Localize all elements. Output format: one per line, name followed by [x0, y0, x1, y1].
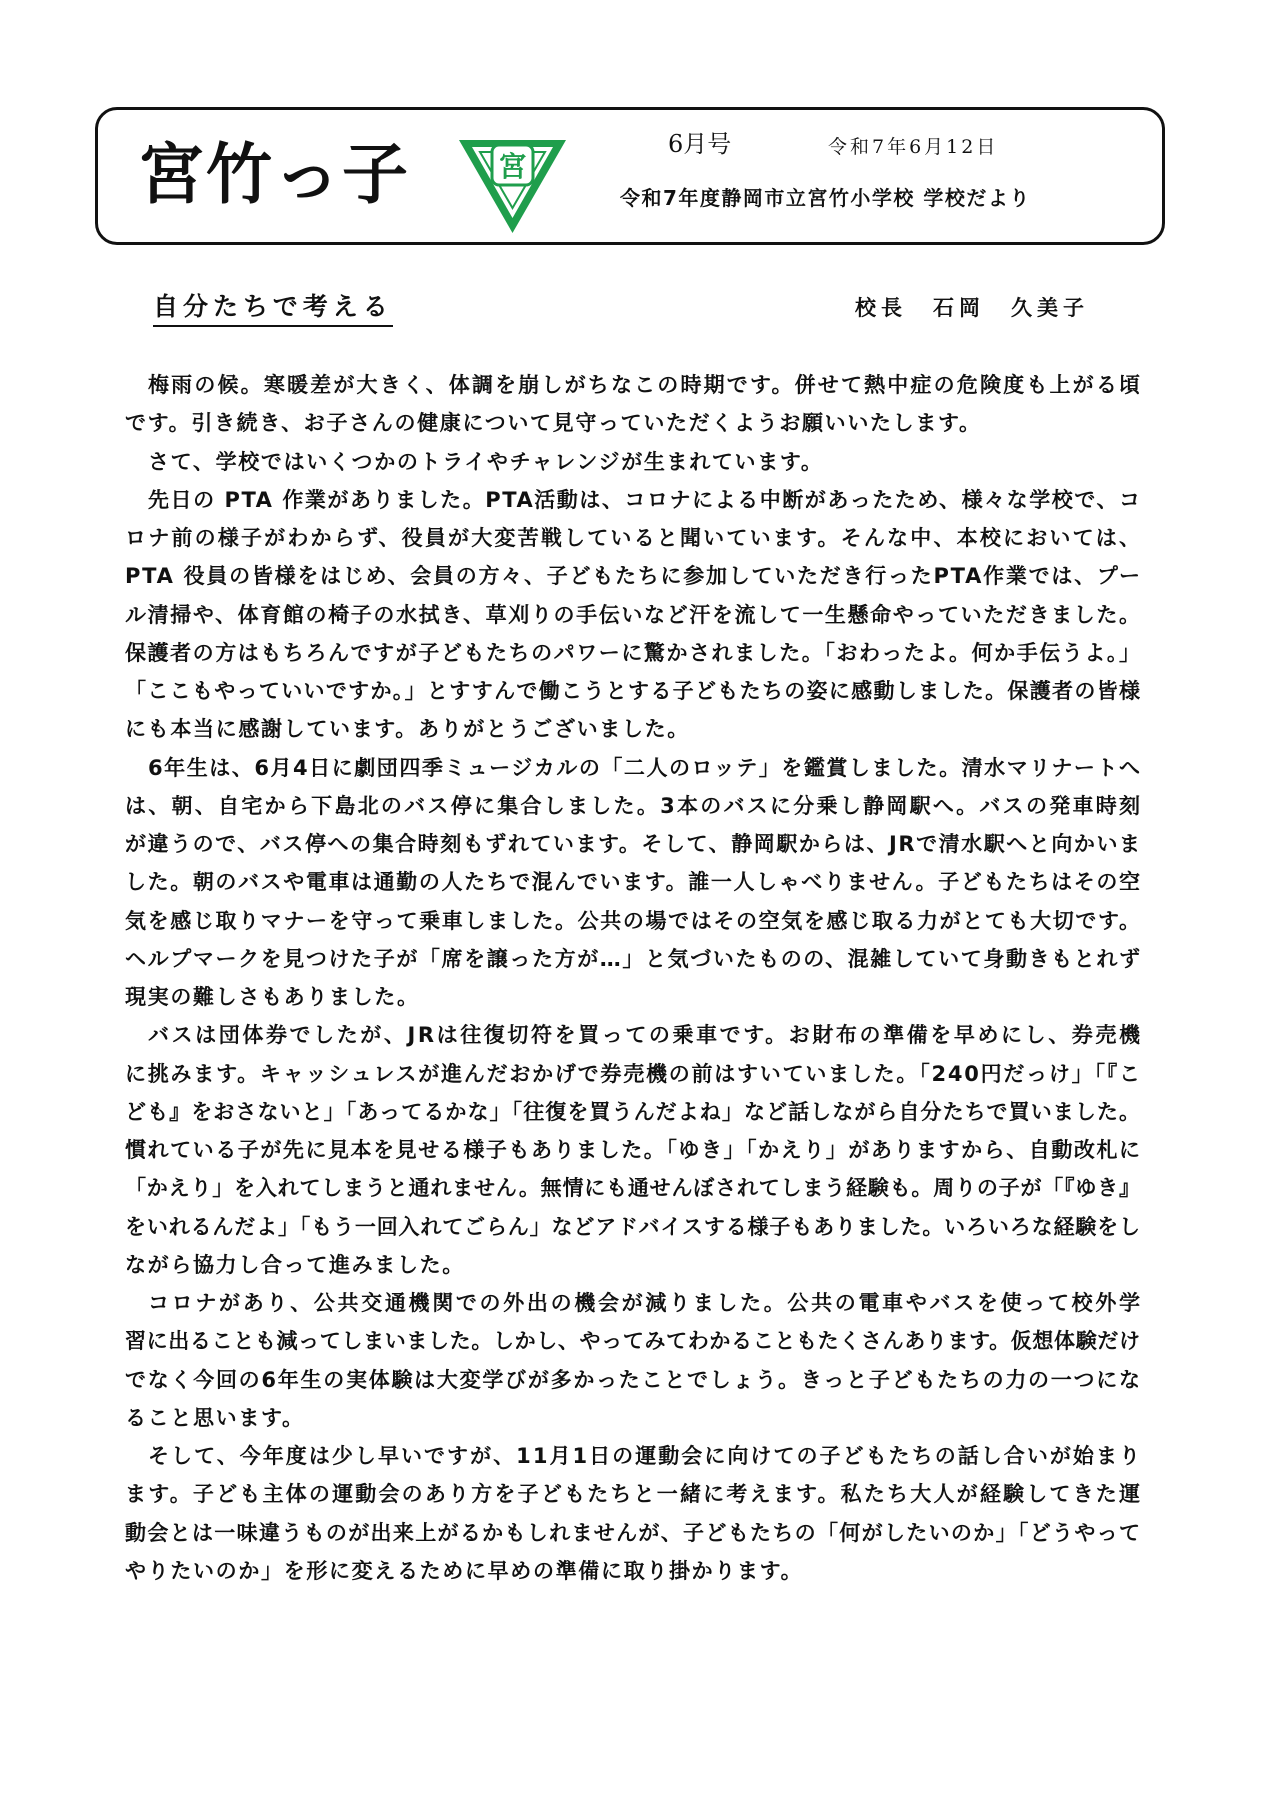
body-line: [125, 1169, 1140, 1207]
body-line-text: ロナ前の様子がわからず、役員が大変苦戦していると聞いています。そんな中、本校においては、: [125, 526, 1143, 550]
issue-date: 令和7年6月12日: [828, 136, 999, 158]
issue-label: 6月号: [668, 130, 732, 158]
body-line-text: 「かえり」を入れてしまうと通れません。無情にも通せんぼされてしまう経験も。周りの子が「『ゆき』: [125, 1176, 1141, 1201]
body-line: [125, 710, 1140, 748]
body-line: [125, 481, 1140, 519]
paragraph: [125, 1437, 1143, 1590]
body-line-text: 習に出ることも減ってしまいました。しかし、やってみてわかることもたくさんあります。仮想体験だけ: [125, 1329, 1141, 1354]
paragraph: [125, 443, 1140, 481]
body-line-text: をいれるんだよ」「もう一回入れてごらん」などアドバイスする様子もありました。いろいろな経験をし: [125, 1214, 1141, 1239]
body-line: [125, 940, 1140, 978]
body-line-text: 保護者の方はもちろんですが子どもたちのパワーに驚かされました。「おわったよ。何か手伝うよ。」: [125, 640, 1142, 665]
body-line: [125, 1093, 1140, 1131]
body-line: [125, 863, 1140, 901]
body-line: [125, 1131, 1140, 1169]
body-line-text: 動会とは一味違うものが出来上がるかもしれませんが、子どもたちの「何がしたいのか」「どうやって: [125, 1520, 1142, 1545]
body-line: [125, 787, 1143, 825]
body-line: [125, 596, 1140, 634]
body-line-text: は、朝、自宅から下島北のバス停に集合しました。3本のバスに分乗し静岡駅へ。バスの発車時刻: [125, 793, 1143, 818]
body-line-text: 「ここもやっていいですか。」とすすんで働こうとする子どもたちの姿に感動しました。保護者の皆様: [125, 679, 1142, 703]
body-line: [125, 519, 1143, 557]
body-line-text: コロナがあり、公共交通機関での外出の機会が減りました。公共の電車やバスを使って校外学: [148, 1291, 1143, 1315]
body-line-text: でなく今回の6年生の実体験は大変学びが多かったことでしょう。きっと子どもたちの力の一つにな: [125, 1367, 1142, 1392]
newsletter-title: 宮竹っ子: [138, 136, 410, 213]
body-line-text: 先日の PTA 作業がありました。PTA活動は、コロナによる中断があったため、様々な学校で、コ: [148, 487, 1142, 512]
body-line-text: ます。子ども主体の運動会のあり方を子どもたちと一緒に考えます。私たち大人が経験してきた運: [125, 1482, 1143, 1507]
body-line: [125, 1284, 1143, 1322]
body-line: [125, 978, 1140, 1016]
article-body: [125, 366, 1143, 1590]
body-line: [125, 1361, 1140, 1399]
body-line-text: バスは団体券でしたが、JRは往復切符を買っての乗車です。お財布の準備を早めにし、券売機: [148, 1023, 1143, 1048]
body-line-text: 慣れている子が先に見本を見せる様子もありました。「ゆき」「かえり」がありますから、自動改札に: [125, 1138, 1142, 1162]
paragraph: [125, 481, 1143, 749]
body-line-text: に挑みます。キャッシュレスが進んだおかげで券売機の前はすいていました。「240円だっけ」「『こ: [125, 1061, 1142, 1086]
body-line-text: にも本当に感謝しています。ありがとうございました。: [125, 717, 690, 742]
body-line-text: ること思います。: [125, 1405, 305, 1430]
body-line-text: 6年生は、6月4日に劇団四季ミュージカルの「二人のロッテ」を鑑賞しました。清水マリナートへ: [148, 755, 1142, 780]
body-line: [125, 1322, 1140, 1360]
body-line: [125, 366, 1143, 404]
school-emblem-logo: [455, 136, 570, 236]
article-heading: 自分たちで考える: [153, 292, 393, 327]
body-line-text: やりたいのか」を形に変えるために早めの準備に取り掛かります。: [125, 1558, 804, 1583]
body-line-text: ながら協力し合って進みました。: [125, 1252, 465, 1277]
body-line: [125, 1016, 1143, 1054]
body-line: [125, 1208, 1140, 1246]
body-line: [125, 634, 1140, 672]
paragraph: [125, 749, 1143, 1017]
body-line-text: ヘルプマークを見つけた子が「席を譲った方が…」と気づいたものの、混雑していて身動きもとれず: [125, 946, 1142, 971]
body-line: [125, 902, 1140, 940]
body-line: [125, 1055, 1140, 1093]
body-line-text: さて、学校ではいくつかのトライやチャレンジが生まれています。: [148, 449, 824, 474]
body-line: [125, 443, 1140, 481]
body-line: [125, 1246, 1140, 1284]
body-line: [125, 825, 1140, 863]
body-line-text: ども』をおさないと」「あってるかな」「往復を買うんだよね」など話しながら自分たちで買いました。: [125, 1099, 1142, 1124]
body-line-text: PTA 役員の皆様をはじめ、会員の方々、子どもたちに参加していただき行ったPTA作業では、プー: [125, 564, 1142, 589]
school-name-line: 令和7年度静岡市立宮竹小学校 学校だより: [620, 186, 1031, 210]
body-line: [125, 1399, 1140, 1437]
body-line-text: 梅雨の候。寒暖差が大きく、体調を崩しがちなこの時期です。併せて熱中症の危険度も上がる頃: [148, 373, 1143, 397]
body-line: [125, 749, 1140, 787]
body-line-text: です。引き続き、お子さんの健康について見守っていただくようお願いいたします。: [125, 411, 982, 436]
body-line: [125, 672, 1140, 710]
article-author: 校長 石岡 久美子: [855, 296, 1089, 320]
body-line: [125, 557, 1140, 595]
body-line: [125, 1514, 1140, 1552]
emblem-character: 宮: [498, 150, 527, 183]
body-line: [125, 404, 1140, 442]
body-line-text: そして、今年度は少し早いですが、11月1日の運動会に向けての子どもたちの話し合いが始まり: [148, 1444, 1143, 1468]
paragraph: [125, 1284, 1143, 1437]
body-line-text: した。朝のバスや電車は通勤の人たちで混んでいます。誰一人しゃべりません。子どもたちはその空: [125, 870, 1142, 895]
body-line-text: 現実の難しさもありました。: [125, 985, 420, 1009]
body-line-text: ル清掃や、体育館の椅子の水拭き、草刈りの手伝いなど汗を流して一生懸命やっていただきました。: [125, 602, 1142, 627]
paragraph: [125, 366, 1143, 443]
body-line-text: が違うので、バス停への集合時刻もずれています。そして、静岡駅からは、JRで清水駅へと向かいま: [125, 832, 1142, 856]
paragraph: [125, 1016, 1143, 1284]
body-line: [125, 1437, 1143, 1475]
body-line: [125, 1552, 1140, 1590]
body-line: [125, 1475, 1143, 1513]
body-line-text: 気を感じ取りマナーを守って乗車しました。公共の場ではその空気を感じ取る力がとても大切です。: [125, 908, 1142, 933]
